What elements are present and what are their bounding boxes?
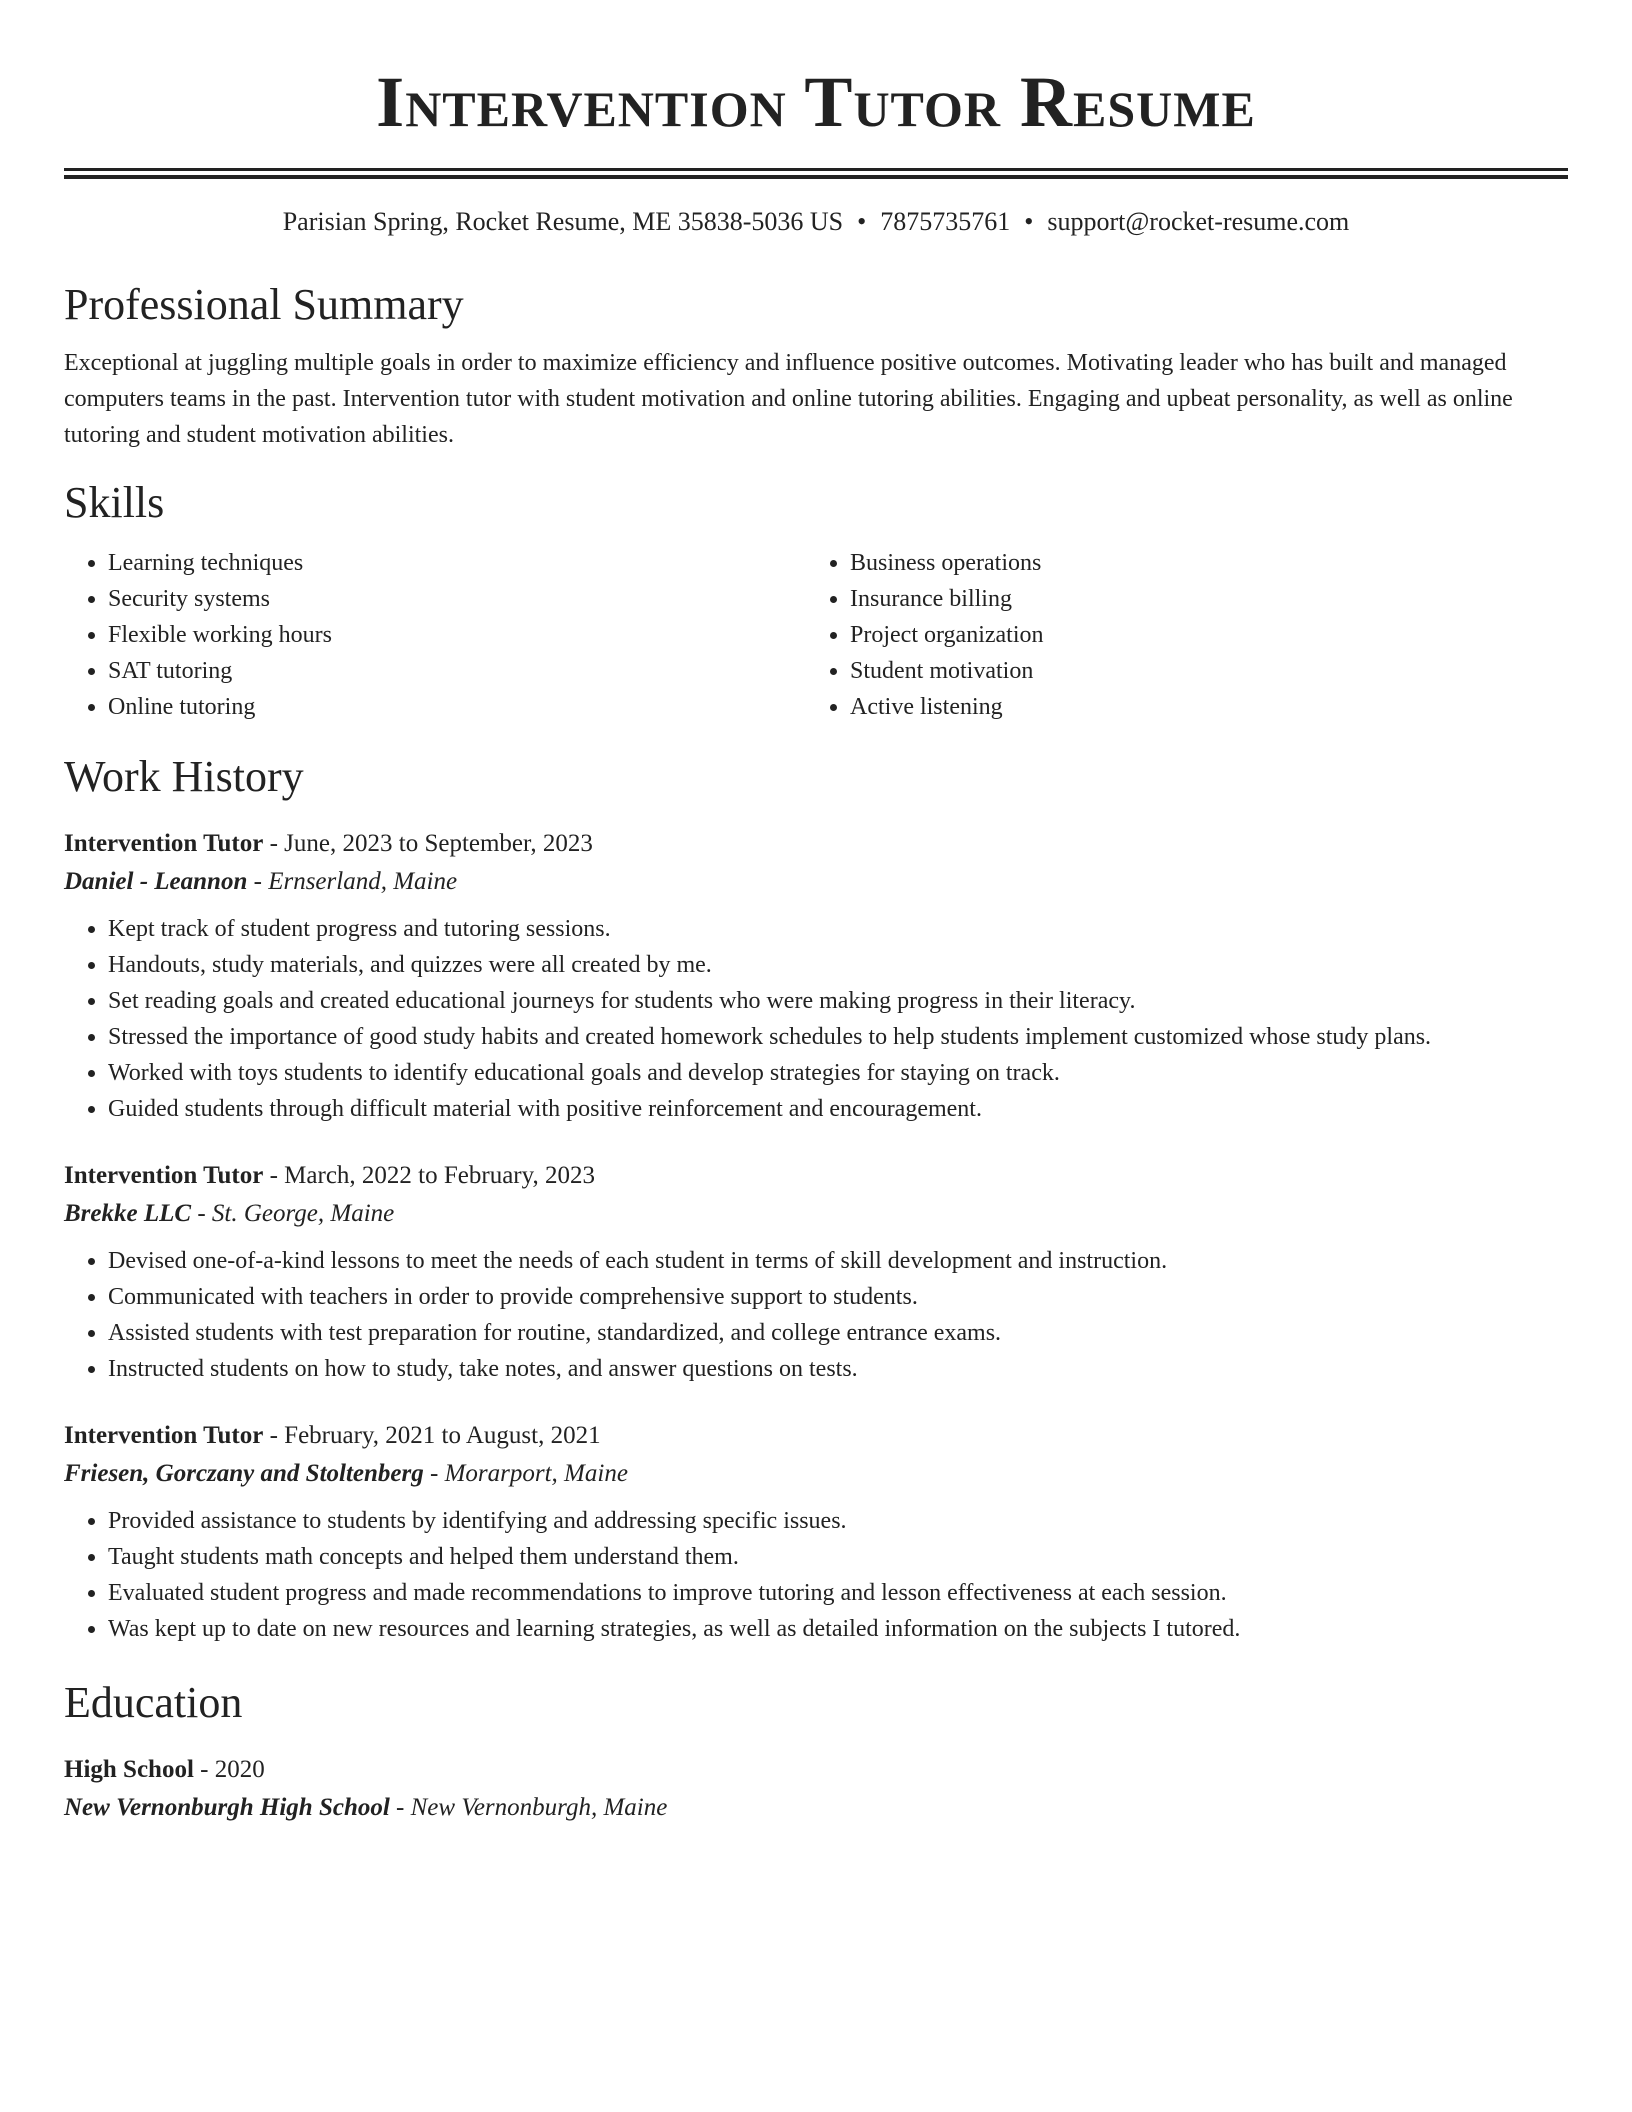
job-bullet: • Provided assistance to students by identifying and addressing specific issues. — [108, 1503, 1568, 1539]
job-bullet: • Worked with toys students to identify educational goals and develop strategies for staying on track. — [108, 1055, 1568, 1091]
job-header: Intervention Tutor - June, 2023 to September, 2023 — [64, 830, 593, 857]
job-bullet: • Taught students math concepts and helped them understand them. — [108, 1539, 1568, 1575]
job-employer-line: Daniel - Leannon - Ernserland, Maine — [64, 868, 458, 895]
job-bullet: • Set reading goals and created educational journeys for students who were making progress in their literacy. — [108, 983, 1568, 1019]
job-bullet: • Kept track of student progress and tutoring sessions. — [108, 911, 1568, 947]
job-location: Morarport, Maine — [444, 1460, 628, 1487]
education-header: High School - 2020 — [64, 1756, 265, 1783]
skill-item: • Business operations — [850, 545, 1044, 581]
job-entry — [64, 825, 1568, 1127]
job-location: St. George, Maine — [211, 1200, 395, 1227]
job-bullet: • Communicated with teachers in order to provide comprehensive support to students. — [108, 1279, 1568, 1315]
contact-address: Parisian Spring, Rocket Resume, ME 35838-5036 US — [282, 207, 844, 236]
job-bullets — [64, 911, 1568, 1127]
skill-item: • SAT tutoring — [108, 653, 806, 689]
skills-column-left — [64, 545, 806, 725]
job-title: Intervention Tutor — [64, 830, 264, 857]
job-title: Intervention Tutor — [64, 1422, 264, 1449]
title-divider — [64, 168, 1568, 179]
skills-list — [64, 545, 1568, 725]
resume-title: Intervention Tutor Resume — [376, 62, 1256, 142]
job-dates: June, 2023 to September, 2023 — [284, 830, 593, 857]
job-entry — [64, 1157, 1568, 1387]
education-school: New Vernonburgh High School — [64, 1794, 390, 1821]
job-bullet: • Instructed students on how to study, take notes, and answer questions on tests. — [108, 1351, 1568, 1387]
skill-item: • Security systems — [108, 581, 806, 617]
skill-item: • Online tutoring — [108, 689, 806, 725]
contact-line — [64, 205, 1568, 239]
job-employer-line: Friesen, Gorczany and Stoltenberg - Morarport, Maine — [64, 1460, 628, 1487]
education-heading: Education — [64, 1678, 243, 1727]
job-dates: March, 2022 to February, 2023 — [284, 1162, 595, 1189]
skill-item: • Student motivation — [850, 653, 1044, 689]
education-entry — [64, 1751, 1568, 1827]
job-bullet: • Stressed the importance of good study habits and created homework schedules to help students implement customized whose study plans. — [108, 1019, 1568, 1055]
job-bullets — [64, 1243, 1568, 1387]
education-year: 2020 — [214, 1756, 265, 1783]
skill-item: • Project organization — [850, 617, 1044, 653]
skills-heading: Skills — [64, 478, 165, 527]
summary-heading: Professional Summary — [64, 280, 464, 329]
job-dates: February, 2021 to August, 2021 — [284, 1422, 601, 1449]
summary-text: Exceptional at juggling multiple goals in order to maximize efficiency and influence positive outcomes. Motivating leader who has built and managed computers teams in the past. Intervention tutor with student motivation and online tutoring abilities. Engaging and upbeat personality, as well as online tutoring and student motivation abilities. — [64, 350, 1513, 448]
job-bullets — [64, 1503, 1568, 1647]
job-header: Intervention Tutor - February, 2021 to August, 2021 — [64, 1422, 601, 1449]
contact-email: support@rocket-resume.com — [1047, 207, 1350, 236]
education-school-line: New Vernonburgh High School - New Vernonburgh, Maine — [64, 1794, 668, 1821]
job-bullet: • Was kept up to date on new resources and learning strategies, as well as detailed information on the subjects I tutored. — [108, 1611, 1568, 1647]
education-degree: High School — [64, 1756, 194, 1783]
job-employer: Friesen, Gorczany and Stoltenberg — [64, 1460, 424, 1487]
education-location: New Vernonburgh, Maine — [410, 1794, 668, 1821]
job-bullet: • Devised one-of-a-kind lessons to meet the needs of each student in terms of skill development and instruction. — [108, 1243, 1568, 1279]
skill-item: • Learning techniques — [108, 545, 806, 581]
skill-item: • Flexible working hours — [108, 617, 806, 653]
contact-separator: • — [857, 207, 867, 236]
work-history-heading: Work History — [64, 752, 304, 801]
job-title: Intervention Tutor — [64, 1162, 264, 1189]
job-employer: Daniel - Leannon — [64, 868, 248, 895]
contact-phone: 7875735761 — [880, 207, 1011, 236]
job-bullet: • Handouts, study materials, and quizzes were all created by me. — [108, 947, 1568, 983]
skill-item: • Insurance billing — [850, 581, 1044, 617]
job-employer: Brekke LLC — [64, 1200, 192, 1227]
skills-column-right — [806, 545, 1044, 725]
skill-item: • Active listening — [850, 689, 1044, 725]
job-bullet: • Guided students through difficult material with positive reinforcement and encouragement. — [108, 1091, 1568, 1127]
job-location: Ernserland, Maine — [268, 868, 458, 895]
job-bullet: • Assisted students with test preparation for routine, standardized, and college entrance exams. — [108, 1315, 1568, 1351]
contact-separator: • — [1024, 207, 1034, 236]
job-entry — [64, 1417, 1568, 1647]
job-header: Intervention Tutor - March, 2022 to February, 2023 — [64, 1162, 595, 1189]
job-bullet: • Evaluated student progress and made recommendations to improve tutoring and lesson effectiveness at each session. — [108, 1575, 1568, 1611]
job-employer-line: Brekke LLC - St. George, Maine — [64, 1200, 395, 1227]
